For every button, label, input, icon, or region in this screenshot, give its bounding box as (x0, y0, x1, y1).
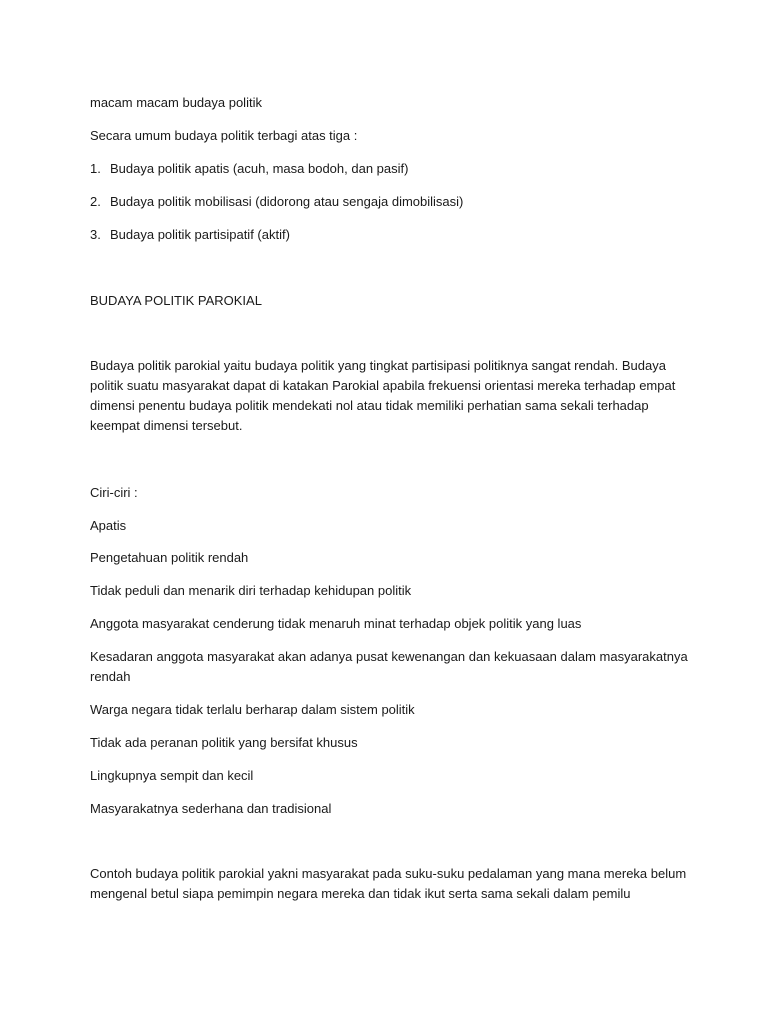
list-item-text: Budaya politik mobilisasi (didorong atau sengaja dimobilisasi) (110, 194, 464, 209)
list-item (90, 192, 680, 212)
paragraph-line: keempat dimensi tersebut. (90, 418, 243, 433)
list-item (90, 225, 680, 245)
ciri-item: Tidak ada peranan politik yang bersifat khusus (90, 735, 358, 750)
list-item-text: Budaya politik partisipatif (aktif) (110, 227, 290, 242)
paragraph-line: dimensi penentu budaya politik mendekati nol atau tidak memiliki perhatian sama sekali terhadap (90, 398, 649, 413)
document-title: macam macam budaya politik (90, 95, 262, 110)
list-item (90, 159, 680, 179)
list-item-text: Budaya politik apatis (acuh, masa bodoh, dan pasif) (110, 161, 409, 176)
ciri-item: Anggota masyarakat cenderung tidak menaruh minat terhadap objek politik yang luas (90, 616, 582, 631)
paragraph-line: Contoh budaya politik parokial yakni masyarakat pada suku-suku pedalaman yang mana mereka belum (90, 866, 687, 881)
example-paragraph (90, 864, 687, 904)
list-number: 3. (90, 227, 101, 242)
ciri-item: Tidak peduli dan menarik diri terhadap kehidupan politik (90, 583, 412, 598)
intro-text: Secara umum budaya politik terbagi atas tiga : (90, 128, 358, 143)
list-number: 2. (90, 194, 101, 209)
list-number: 1. (90, 161, 101, 176)
paragraph-line: mengenal betul siapa pemimpin negara mereka dan tidak ikut serta sama sekali dalam pemilu (90, 886, 631, 901)
ciri-item: Pengetahuan politik rendah (90, 550, 249, 565)
section-heading: BUDAYA POLITIK PAROKIAL (90, 293, 262, 308)
ciri-item-continuation: rendah (90, 669, 131, 684)
paragraph-line: politik suatu masyarakat dapat di katakan Parokial apabila frekuensi orientasi mereka terhadap empat (90, 378, 676, 393)
ciri-item: Kesadaran anggota masyarakat akan adanya pusat kewenangan dan kekuasaan dalam masyarakatnya (90, 649, 688, 664)
paragraph-line: Budaya politik parokial yaitu budaya politik yang tingkat partisipasi politiknya sangat rendah. Budaya (90, 358, 666, 373)
ciri-item: Warga negara tidak terlalu berharap dalam sistem politik (90, 702, 415, 717)
ciri-item: Masyarakatnya sederhana dan tradisional (90, 801, 332, 816)
definition-paragraph (90, 356, 680, 436)
ciri-item: Lingkupnya sempit dan kecil (90, 768, 254, 783)
ciri-label: Ciri-ciri : (90, 485, 138, 500)
ciri-item: Apatis (90, 518, 127, 533)
